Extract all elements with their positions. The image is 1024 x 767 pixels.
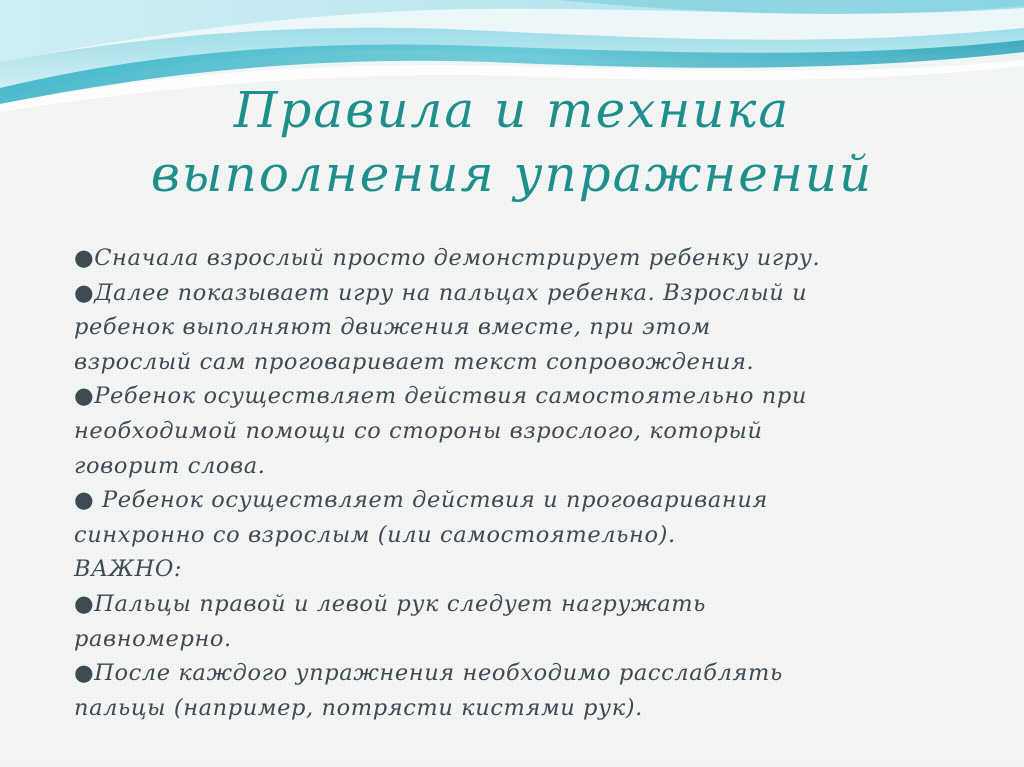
body-line: ребенок выполняют движения вместе, при этом bbox=[74, 314, 711, 341]
body-line: синхронно со взрослым (или самостоятельно). bbox=[74, 521, 676, 548]
title-line-2: выполнения упражнений bbox=[150, 145, 874, 203]
body-line: равномерно. bbox=[74, 625, 232, 652]
slide-title bbox=[80, 78, 944, 206]
body-line: ● Ребенок осуществляет действия и проговаривания bbox=[74, 487, 768, 514]
slide-body bbox=[74, 241, 974, 725]
body-line: говорит слова. bbox=[74, 452, 266, 479]
title-line-1: Правила и техника bbox=[233, 81, 791, 139]
body-line: ●Далее показывает игру на пальцах ребенка. Взрослый и bbox=[74, 279, 808, 306]
body-line: ●Ребенок осуществляет действия самостоятельно при bbox=[74, 383, 807, 410]
body-line: необходимой помощи со стороны взрослого, который bbox=[74, 417, 763, 444]
body-line: взрослый сам проговаривает текст сопровождения. bbox=[74, 348, 755, 375]
important-label: ВАЖНО: bbox=[74, 556, 183, 583]
body-line: пальцы (например, потрясти кистями рук). bbox=[74, 694, 643, 721]
body-line: ●Сначала взрослый просто демонстрирует ребенку игру. bbox=[74, 245, 821, 271]
body-line: ●После каждого упражнения необходимо расслаблять bbox=[74, 660, 783, 687]
body-line: ●Пальцы правой и левой рук следует нагружать bbox=[74, 590, 707, 617]
